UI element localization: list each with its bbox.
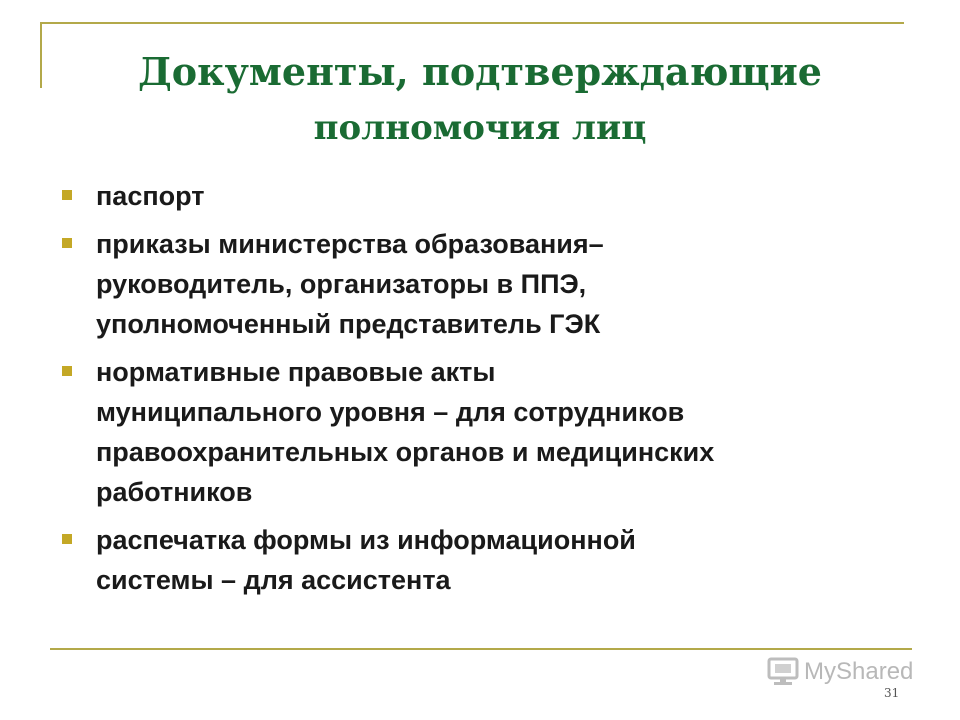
bullet-line: правоохранительных органов и медицинских [96, 437, 715, 467]
bullet-list [60, 176, 910, 608]
bullet-line: распечатка формы из информационной [96, 525, 636, 555]
slide-title [60, 44, 900, 156]
monitor-icon [766, 657, 800, 687]
bullet-line: руководитель, организаторы в ППЭ, [96, 269, 587, 299]
slide-title-line-2: полномочия лиц [313, 108, 647, 148]
page-number: 31 [884, 686, 900, 700]
bullet-line: нормативные правовые акты [96, 357, 496, 387]
bullet-item [60, 176, 910, 216]
bullet-line: уполномоченный представитель ГЭК [96, 309, 601, 339]
square-bullet-icon [62, 534, 72, 544]
bullet-item [60, 520, 910, 600]
square-bullet-icon [62, 238, 72, 248]
bullet-line: приказы министерства образования– [96, 229, 604, 259]
watermark-text: MyShared [804, 658, 914, 685]
bullet-item [60, 224, 910, 344]
bullet-line: работников [96, 477, 253, 507]
square-bullet-icon [62, 366, 72, 376]
frame-top-line [40, 22, 904, 24]
frame-bottom-line [50, 648, 912, 650]
bullet-line: системы – для ассистента [96, 565, 451, 595]
watermark [766, 655, 913, 689]
frame-left-line [40, 22, 42, 88]
bullet-line: муниципального уровня – для сотрудников [96, 397, 685, 427]
bullet-line: паспорт [96, 181, 205, 211]
slide-title-line-1: Документы, подтверждающие [138, 49, 822, 94]
square-bullet-icon [62, 190, 72, 200]
bullet-item [60, 352, 910, 512]
